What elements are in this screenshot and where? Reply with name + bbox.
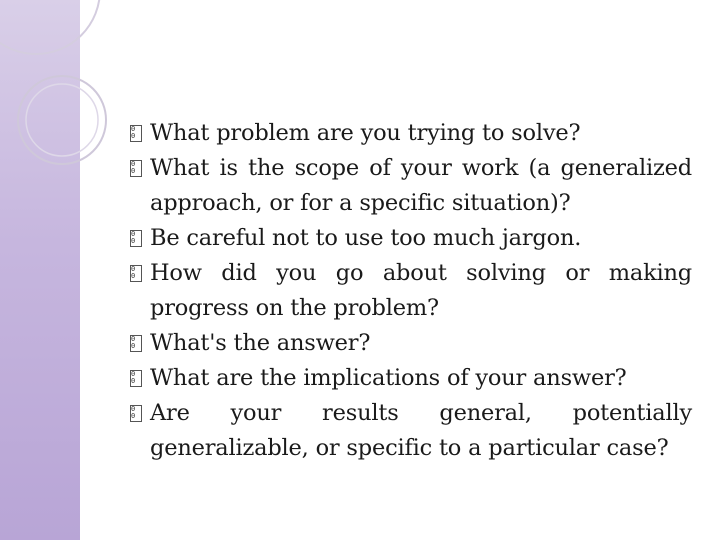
bullet-text: What's the answer? (150, 330, 371, 356)
missing-glyph-box-icon: 0 0 (130, 370, 142, 387)
missing-glyph-box-icon: 0 0 (130, 230, 142, 247)
missing-glyph-box-icon: 0 0 (130, 125, 142, 142)
bullet-item (130, 256, 692, 326)
bullet-item (130, 151, 692, 221)
bullet-text: What is the scope of your work (a generalized approach, or for a specific situation)? (150, 155, 692, 216)
missing-glyph-box-icon: 0 0 (130, 335, 142, 352)
sidebar-band (0, 0, 80, 540)
missing-glyph-box-icon: 0 0 (130, 160, 142, 177)
bullet-item (130, 396, 692, 466)
bullet-text: What are the implications of your answer? (150, 365, 627, 391)
bullet-item (130, 326, 692, 361)
bullet-item (130, 221, 692, 256)
bullet-list (130, 116, 692, 466)
bullet-text: What problem are you trying to solve? (150, 120, 581, 146)
missing-glyph-box-icon: 0 0 (130, 265, 142, 282)
bullet-text: Be careful not to use too much jargon. (150, 225, 582, 251)
bullet-text: How did you go about solving or making progress on the problem? (150, 260, 692, 321)
bullet-item (130, 361, 692, 396)
bullet-text: Are your results general, potentially generalizable, or specific to a particular case? (150, 400, 692, 461)
missing-glyph-box-icon: 0 0 (130, 405, 142, 422)
bullet-item (130, 116, 692, 151)
